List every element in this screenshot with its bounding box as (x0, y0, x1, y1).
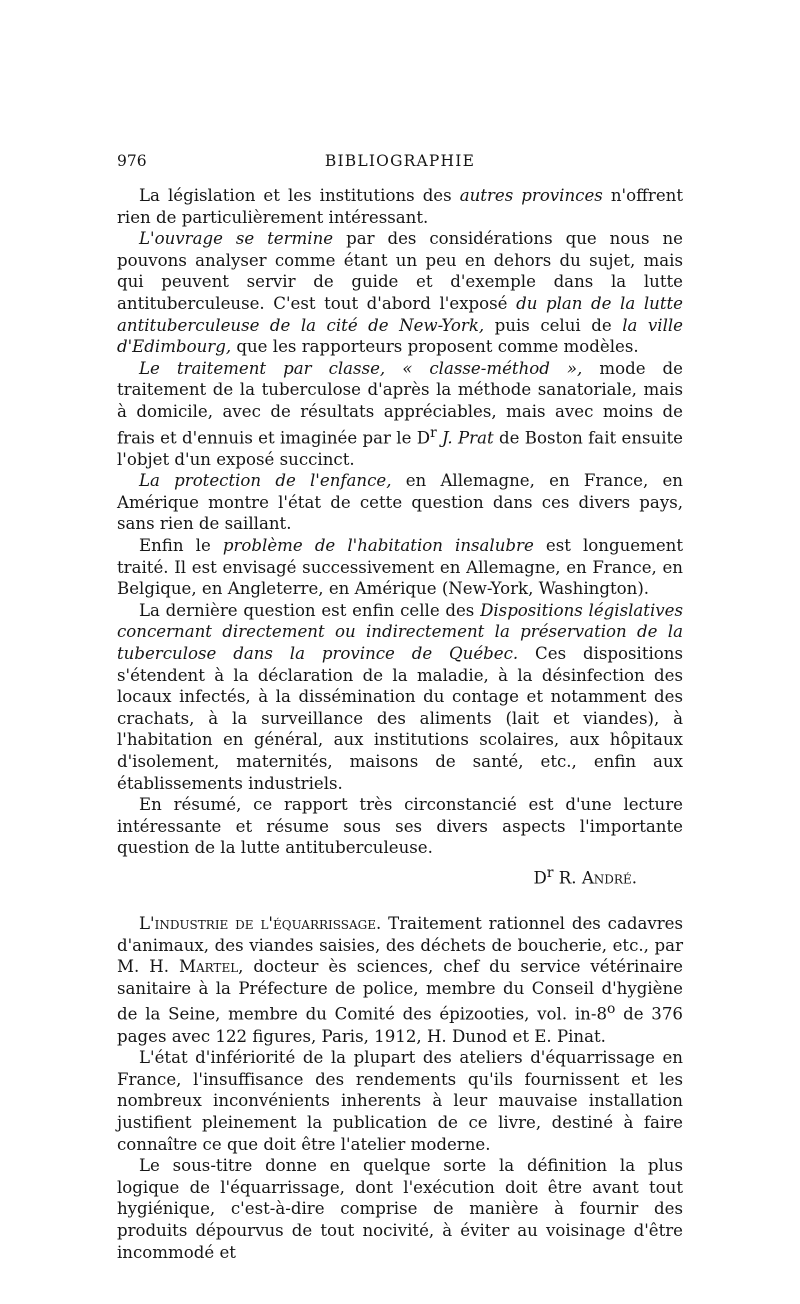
paragraph (117, 794, 683, 859)
paragraph (117, 228, 683, 358)
text-run: mode de traitement de la tuberculose d'après la méthode sanatoriale, mais à domicile, avec de résultats appréciables, mais avec moins de frais et d'ennuis et imaginée par le D (117, 358, 683, 448)
text-run: En résumé, ce rapport très circonstancié est d'une lecture intéressante et résume sous ses divers aspects l'importante question de la lutte antituberculeuse. (117, 795, 683, 858)
page-body (117, 185, 683, 1263)
text-run: R. (553, 868, 582, 888)
italic-text: L'ouvrage se termine (139, 229, 334, 249)
text-run: Enfin le (139, 536, 223, 556)
paragraph (117, 1155, 683, 1263)
text-run: de 376 pages avec 122 figures, Paris, 1912, H. Dunod et E. Pinat. (117, 1004, 683, 1046)
text-run: docteur ès sciences, chef du service vétérinaire sanitaire à la Préfecture de police, membre du Conseil d'hygiène de la Seine, membre du Comité des épizooties, vol. in-8 (117, 957, 683, 1024)
text-run: puis celui de (484, 315, 623, 335)
text-run: par des considérations que nous ne pouvons analyser comme étant un peu en dehors du sujet, mais qui peuvent servir de guide et d'exemple dans la lutte antituberculeuse. C'est tout d'abord l'exposé (117, 229, 683, 313)
text-run: n'offrent rien de particulièrement intéressant. (117, 186, 683, 227)
italic-text: problème de l'habitation insalubre (222, 536, 534, 556)
text-run: D (533, 868, 547, 888)
italic-text: Dispositions législatives concernant directement ou indirectement la préservation de la tuberculose dans la province de Québec. (117, 600, 683, 663)
small-caps-text: L'industrie de l'équarrissage. (139, 914, 382, 934)
italic-text: la ville d'Edimbourg, (117, 315, 684, 357)
text-run: La législation et les institutions des (139, 186, 460, 205)
paragraph (117, 358, 683, 471)
review-signature (117, 863, 683, 889)
italic-text: J. Prat (442, 428, 494, 448)
italic-text: Le traitement par classe, « classe-méthod », (139, 358, 583, 378)
paragraph (117, 470, 683, 535)
superscript: r (430, 424, 437, 441)
text-run: en Allemagne, en France, en Amérique montre l'état de cette question dans ces divers pays, sans rien de saillant. (117, 471, 683, 534)
text-run: L'état d'infériorité de la plupart des ateliers d'équarrissage en France, l'insuffisance des rendements qu'ils fournissent et les nombreux inconvénients inherents à leur mauvaise installation justifient pleinement la publication de ce livre, destiné à faire connaître ce que doit être l'atelier moderne. (117, 1048, 683, 1154)
paragraph (117, 185, 683, 228)
review-heading-paragraph (117, 913, 683, 1047)
page-number: 976 (117, 152, 147, 170)
section-gap (117, 889, 683, 913)
page-header (117, 152, 683, 176)
small-caps-text: Martel, (178, 957, 244, 977)
text-run: est longuement traité. Il est envisagé successivement en Allemagne, en France, en Belgique, en Angleterre, en Amérique (New-York, Washington). (117, 536, 684, 599)
paragraph (117, 535, 683, 600)
superscript: r (546, 864, 554, 881)
running-title: BIBLIOGRAPHIE (324, 152, 476, 170)
text-run: La dernière question est enfin celle des (139, 600, 481, 620)
italic-text: du plan de la lutte antituberculeuse de la cité de New-York, (117, 293, 683, 335)
text-run: Le sous-titre donne en quelque sorte la définition la plus logique de l'équarrissage, dont l'exécution doit être avant tout hygiénique, c'est-à-dire comprise de manière à fournir des produits dépourvus de tout nocivité, à éviter au voisinage d'être incommodé et (117, 1156, 683, 1262)
paragraph (117, 1047, 683, 1155)
italic-text: La protection de l'enfance, (139, 471, 392, 491)
italic-text: autres provinces (459, 186, 603, 205)
small-caps-text: André. (581, 868, 637, 888)
paragraph (117, 600, 683, 794)
text-run: de Boston fait ensuite l'objet d'un exposé succinct. (117, 428, 684, 469)
superscript: o (607, 1001, 616, 1018)
text-run: Ces dispositions s'étendent à la déclaration de la maladie, à la désinfection des locaux infectés, à la dissémination du contage et notamment des crachats, à la surveillance des aliments (lait et viandes), à l'habitation en général, aux institutions scolaires, aux hôpitaux d'isolement, maternités, maisons de santé, etc., enfin aux établissements industriels. (117, 644, 683, 793)
text-run: Traitement rationnel des cadavres d'animaux, des viandes saisies, des déchets de boucherie, etc., par M. H. (117, 914, 683, 977)
text-run: que les rapporteurs proposent comme modèles. (231, 337, 639, 357)
